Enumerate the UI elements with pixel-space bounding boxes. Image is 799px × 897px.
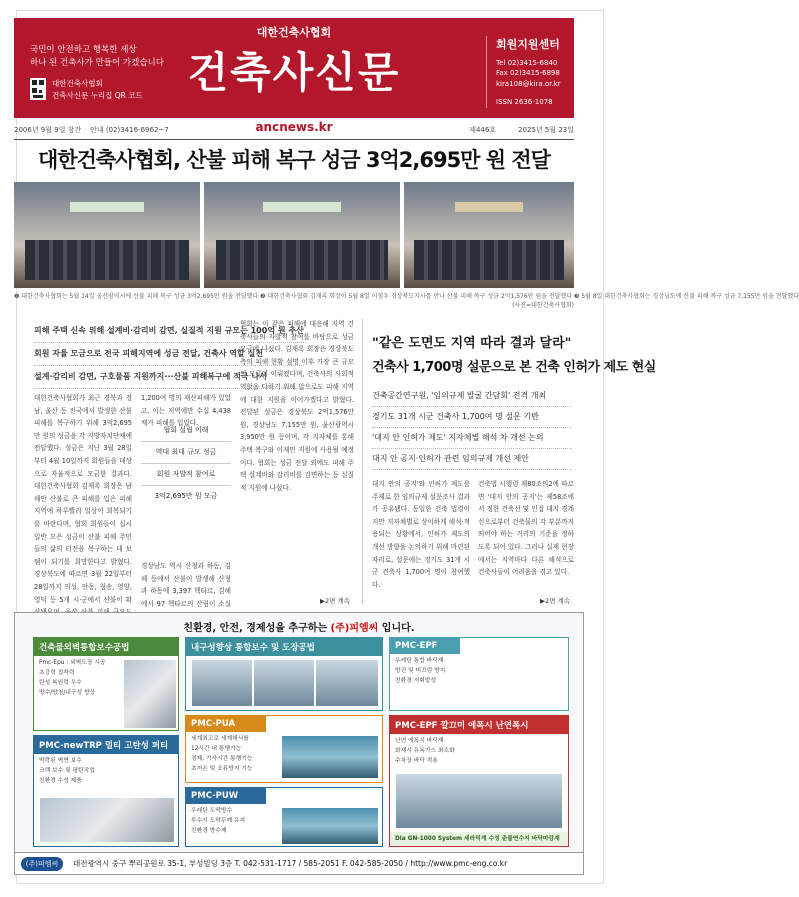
publisher-name: 대한건축사협회 [256, 26, 332, 39]
ad-box-title: PMC-PUA [186, 716, 266, 732]
date-bar [14, 122, 574, 136]
slogan-line: 하나 된 건축사가 만들어 가겠습니다 [30, 58, 164, 68]
photo-2[interactable] [204, 182, 400, 288]
lede-line: 피해 주택 신속 위해 설계비·감리비 감면, 실질적 지원 규모는 100억 원 추산 [34, 320, 304, 343]
product-image [124, 660, 176, 728]
article-column-2: 1,200여 명의 재산피해가 있었고, 이는 지역에만 수십 4,438채가 피해를 입었다. [141, 394, 231, 428]
right-column-2: 건축법 시행령 제80조의2에 따르면 '대지 안의 공지'는 제58조에서 정한 건축선 및 인접 대지 경계선으로부터 건축물의 각 부분까지 띄어야 하는 거리의 기준을 정하도록 되어 있다. 그러나 실제 현장에서는 지역마다 다른 해석으로 건축사들이 어려움을 겪고 있다. [478, 480, 574, 577]
ad-box-list: 세계최고로 세계해서를 12시간 내 통행가능 경제, 기사시간 통행기능 초저온 및 조류방지 기능 [191, 736, 253, 772]
ad-box-list: 난연 에폭시 바닥재 화재시 유독가스 최소화 주차장 바닥 적용 [395, 738, 455, 764]
subhead-line: 건축공간연구원, '임의규제 발굴 간담회' 전격 개최 [372, 386, 572, 407]
ad-banner: 친환경, 안전, 경제성을 추구하는 (주)피엠씨 입니다. [183, 623, 415, 634]
article-column-3: 협회는 이 같은 피해에 대응해 지역 건축사들의 자발적 참여를 바탕으로 성금 모금에 나섰다. 김재록 회장은 경상북도 측의 피해 현황 설명 이후 가장 큰 규모의 모금이 이뤄졌다며, 건축사의 사회적 역할을 다하기 위해 앞으로도 피해 지역에 대한 지원을 이어가겠다고 밝혔다. 전달된 성금은 경상북도 2억1,576만 원, 경상남도 7,155만 원, 울산광역시 3,950만 원 등이며, 각 지자체를 통해 주택 복구와 이재민 지원에 사용될 예정이다. 협회는 성금 전달 외에도 피해 주택 설계비와 감리비를 감면하는 등 실질적 지원에 나섰다. [240, 320, 354, 492]
ad-box-title: 건축물외벽통합보수공법 [34, 638, 178, 656]
ad-box-title: PMC-PUW [186, 788, 266, 804]
main-headline[interactable]: 대한건축사협회, 산불 피해 복구 성금 3억2,695만 원 전달 [38, 148, 550, 172]
right-column-1: 대지 안의 공지'와 인허가 제도를 주제로 한 임의규제 설문조사 결과가 공유됐다. 동일한 건축 법령이지만 지자체별로 상이하게 해석·적용되는 상황에서, 인허가 제도의 개선 방향을 논의하기 위해 마련된 자리로, 설문에는 경기도 31개 시군 건축사 1,700여 명이 참여했다. [372, 480, 470, 589]
issue-info: 제446호 2025년 5월 23일 [469, 126, 574, 134]
ad-box-title: PMC-EPF [390, 638, 460, 654]
photo-3[interactable] [404, 182, 574, 288]
advertisement[interactable] [14, 612, 584, 875]
product-image [282, 736, 378, 778]
article-headline[interactable]: 건축사 1,700명 설문으로 본 건축 인허가 제도 현실 [372, 360, 656, 375]
divider [486, 36, 487, 108]
ad-box-title: 내구성향상 통합보수 및 도장공법 [186, 638, 382, 656]
highlight-box [141, 420, 231, 507]
qr-caption-line: 대한건축사협회 [52, 79, 103, 88]
slogan-line: 국민이 안전하고 행복한 세상 [30, 45, 137, 55]
member-center-label: 회원지원센터 [496, 38, 560, 51]
top-rule [14, 139, 574, 140]
site-url-link[interactable]: ancnews.kr [255, 120, 333, 134]
ad-box-coating [185, 637, 383, 711]
ad-box-footnote: Dia GN-1000 System 세라믹계 수성 준불연수지 바닥마감재 [390, 832, 568, 846]
tel: Tel 02)3415-6840 [496, 58, 558, 67]
product-image [316, 660, 378, 706]
founded-info: 2006년 9월 9일 창간 안내 (02)3416-6962~7 [14, 126, 169, 134]
ad-box-list: 박락된 벽면 보수 크랙 보수 및 평탄작업 친환경 수성 제품 [39, 758, 95, 784]
continued-link[interactable]: ▶2면 계속 [540, 597, 571, 605]
member-center-info [496, 40, 561, 108]
ad-box-list: 우레탄 도막방수 투수시 도막두께 유지 친환경 방수제 [191, 808, 246, 834]
product-image [254, 660, 314, 706]
highlight-line: 3억2,695만 원 모금 [154, 492, 218, 500]
highlight-line: 협회 설립 이래 [141, 420, 231, 442]
ad-box-title: PMC-newTRP 멀티 고탄성 퍼티 [34, 736, 178, 754]
ad-box-putty [33, 735, 179, 847]
photo-caption: ❶ 대한건축사협회는 5월 14일 울산광역시에 산불 피해 복구 성금 3억2,695만 원을 전달했다 ❷ 대한건축사협회 김재록 회장이 5월 8일 이철우 경상북도지사를 만나 산불 피해 복구 성금 2억1,576만 원을 전달했다 ❸ 5월 8일 대한건축사협회는 경상남도에 산불 피해 복구 성금 7,155만 원을 전달했다 [14, 293, 799, 300]
subhead-line: '대지 안 인허가 제도' 지자체별 해석 차 개선 논의 [372, 428, 572, 449]
continued-link[interactable]: ▶2면 계속 [320, 597, 351, 605]
ad-box-exterior [33, 637, 179, 731]
product-image [396, 774, 562, 828]
email-link[interactable]: kira108@kira.or.kr [496, 79, 561, 88]
company-address: 대전광역시 중구 뿌리공원로 35-1, 부성빌딩 3층 T. 042-531-1717 / 585-2051 F. 042-585-2050 / http://www.pmc-eng.co.kr [73, 859, 508, 868]
ad-box-epoxy [389, 715, 569, 847]
masthead [14, 18, 574, 118]
article-column-2b: 경상남도 역시 산청과 하동, 김해 등에서 산불이 발생해 산청과 하동에 3,397 헥타르, 김해에서 97 헥타르의 산림이 소실 [141, 562, 231, 608]
highlight-line: 회원 자발적 참여로 [141, 464, 231, 486]
ad-box-title: PMC-EPF 깔끄미 에폭시 난연폭시 [390, 716, 568, 734]
subhead-line: 경기도 31개 시군 건축사 1,700여 명 설문 기반 [372, 407, 572, 428]
fax: Fax 02)3415-6898 [496, 69, 560, 77]
product-image [282, 808, 378, 844]
ad-box-list: 우레탄 통합 바닥재 방진 및 미끄럼 방지 친환경 저휘발성 [395, 658, 446, 684]
ad-box-list: Pmc-Epu : 외벽도장 시공 초강력 접착력 탄성 복원력 우수 방수/방청/내구성 향상 [39, 660, 106, 696]
column-divider [362, 318, 363, 604]
subhead-line: 대지 안 공지·인허가 관련 임의규제 개선 제안 [372, 449, 572, 470]
company-logo: (주)피엠씨 [21, 857, 63, 871]
highlight-line: 역대 최대 규모 성금 [141, 442, 231, 464]
article-column-1: 대한건축사협회가 최근 경북과 경남, 울산 등 전국에서 발생한 산불 피해를 복구하기 위해 3억2,695만 원의 성금을 각 지방자치단체에 전달했다. 성금은 지난 3월 28일부터 4월 10일까지 회원들을 대상으로 자율적으로 모금한 결과다. 대한건축사협회 김재록 회장은 남해안 산불로 큰 피해를 입은 피해 지역에 하루빨리 일상이 회복되기를 바란다며, 협회 회원들이 십시일반 모은 성금이 산불 피해 주민들의 삶의 터전을 복구하는 데 보탬이 되기를 희망한다고 밝혔다. 경상북도에 따르면 3월 22일부터 28일까지 의성, 안동, 청송, 영양, 영덕 등 5개 시·군에서 산불이 확 [34, 394, 132, 604]
ad-box-epf [389, 637, 569, 711]
ad-box-pua [185, 715, 383, 783]
qr-caption-line: 건축사신문 누리집 QR 코드 [52, 91, 143, 100]
lede-line: 회원 자율 모금으로 전국 피해지역에 성금 전달, 건축사 역할 실천 [34, 343, 304, 366]
issn: ISSN 2636-1078 [496, 98, 553, 106]
article-kicker: "같은 도면도 지역 따라 결과 달라" [372, 336, 572, 351]
newspaper-title: 건축사신문 [187, 48, 401, 97]
article-subheads [372, 386, 572, 470]
product-image [192, 660, 252, 706]
ad-footer [15, 852, 583, 874]
ad-box-puw [185, 787, 383, 847]
photo-1[interactable] [14, 182, 200, 288]
product-image [40, 798, 174, 842]
lede-line: 설계·감리비 감면, 구호물품 지원까지···산불 피해복구에 적극 나서 [34, 366, 304, 389]
